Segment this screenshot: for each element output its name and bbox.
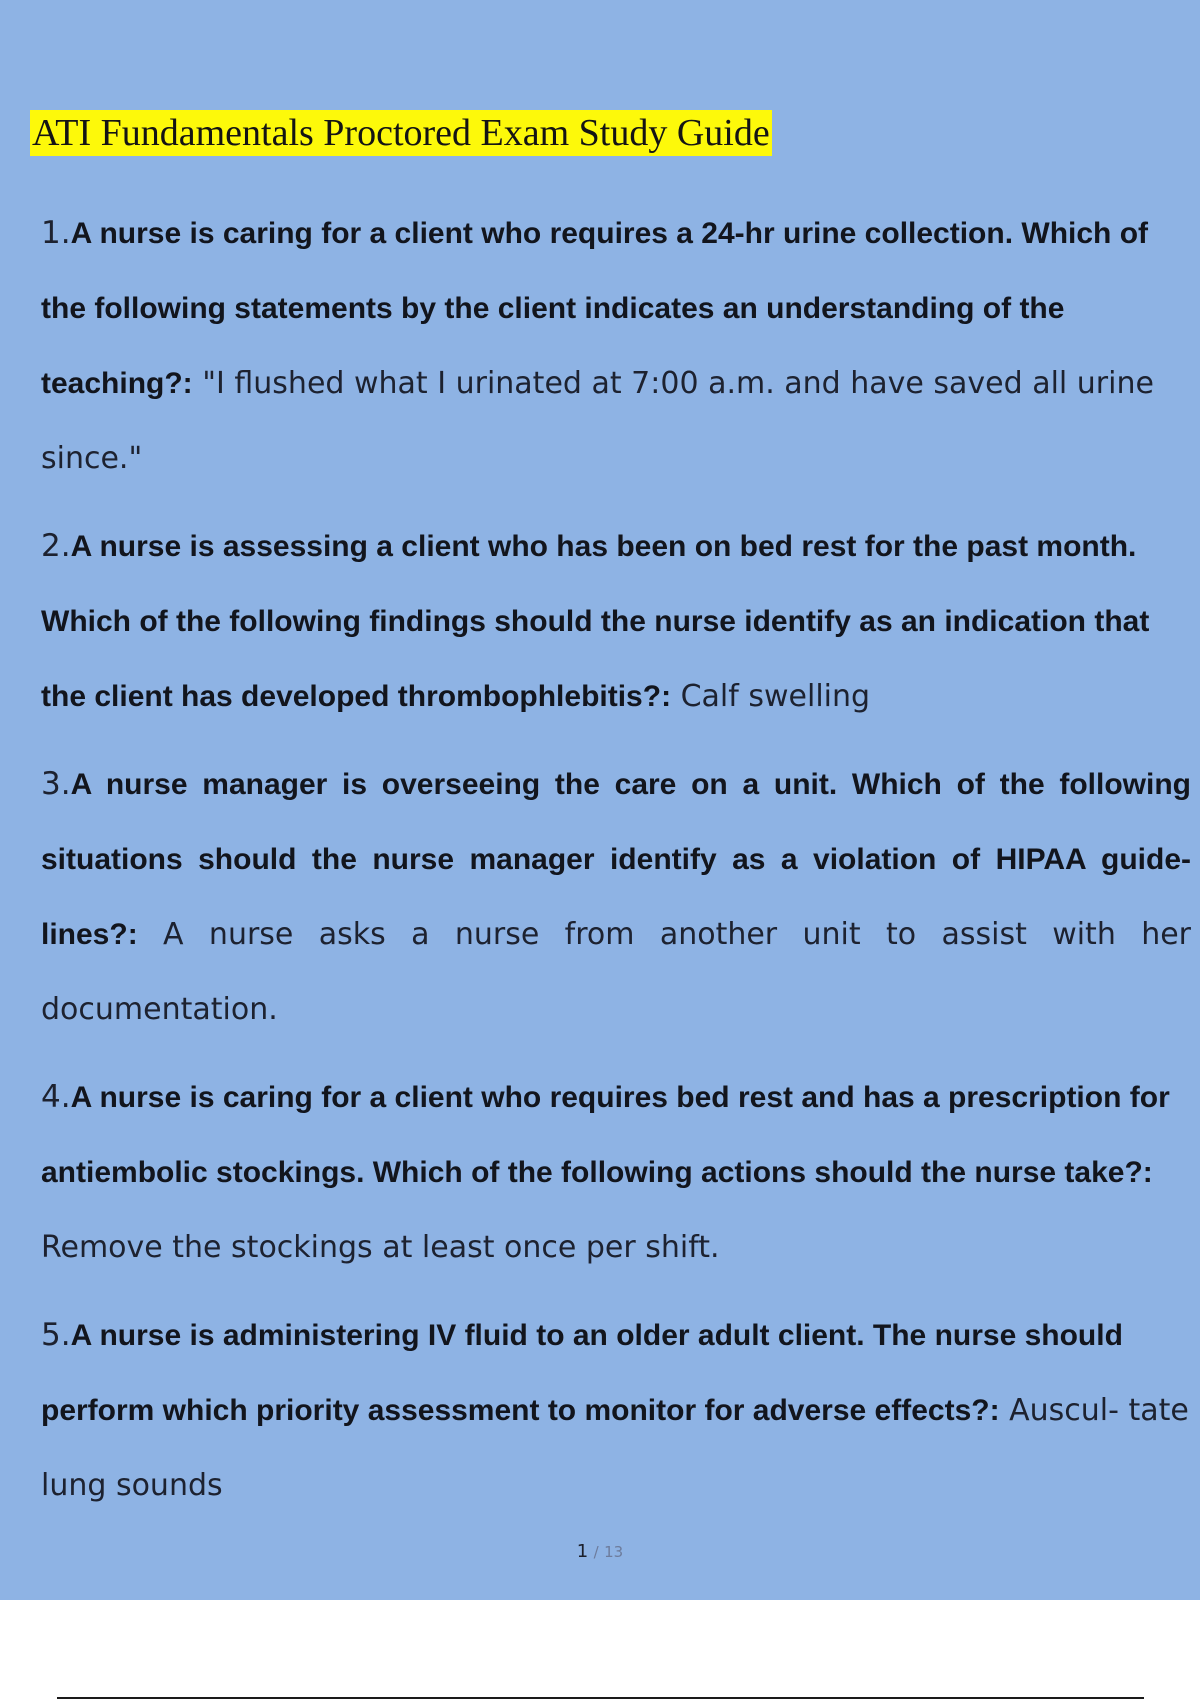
- page-current: 1: [576, 1541, 589, 1562]
- page-separator: /: [593, 1543, 599, 1561]
- question-text: A nurse is caring for a client who requires a 24-hr urine collection. Which of the following statements by the client indicates an understanding of the teaching?:: [41, 217, 1149, 400]
- question-number: 1.: [41, 215, 71, 251]
- question-number: 5.: [41, 1317, 71, 1353]
- question-number: 2.: [41, 528, 71, 564]
- page-total: 13: [604, 1543, 624, 1561]
- question-item-4: [41, 1060, 1191, 1285]
- question-item-2: [41, 509, 1191, 734]
- page-counter: [0, 1541, 1200, 1562]
- question-item-1: [41, 196, 1191, 496]
- question-number: 3.: [41, 766, 71, 802]
- footer-divider: [57, 1697, 1144, 1699]
- question-text: A nurse is assessing a client who has been on bed rest for the past month. Which of the following findings should the nurse identify as an indication that the client has developed thrombophlebitis?:: [41, 530, 1150, 713]
- question-answer: "I flushed what I urinated at 7:00 a.m. and have saved all urine since.": [41, 366, 1154, 476]
- question-list: [41, 196, 1191, 1536]
- question-answer: Calf swelling: [671, 679, 871, 714]
- question-answer: A nurse asks a nurse from another unit to assist with her documentation.: [41, 917, 1191, 1027]
- question-item-3: [41, 747, 1191, 1047]
- question-text: A nurse manager is overseeing the care on a unit. Which of the following situations should the nurse manager identify as a violation of HIPAA guide- lines?:: [41, 768, 1191, 951]
- question-text: A nurse is administering IV fluid to an older adult client. The nurse should perform which priority assessment to monitor for adverse effects?:: [41, 1319, 1123, 1427]
- question-number: 4.: [41, 1079, 71, 1115]
- question-answer: Remove the stockings at least once per shift.: [41, 1230, 720, 1265]
- question-text: A nurse is caring for a client who requires bed rest and has a prescription for antiembolic stockings. Which of the following actions should the nurse take?:: [41, 1081, 1170, 1189]
- document-title: ATI Fundamentals Proctored Exam Study Guide: [32, 112, 770, 154]
- question-answer: Auscul- tate lung sounds: [41, 1393, 1189, 1503]
- question-item-5: [41, 1298, 1191, 1523]
